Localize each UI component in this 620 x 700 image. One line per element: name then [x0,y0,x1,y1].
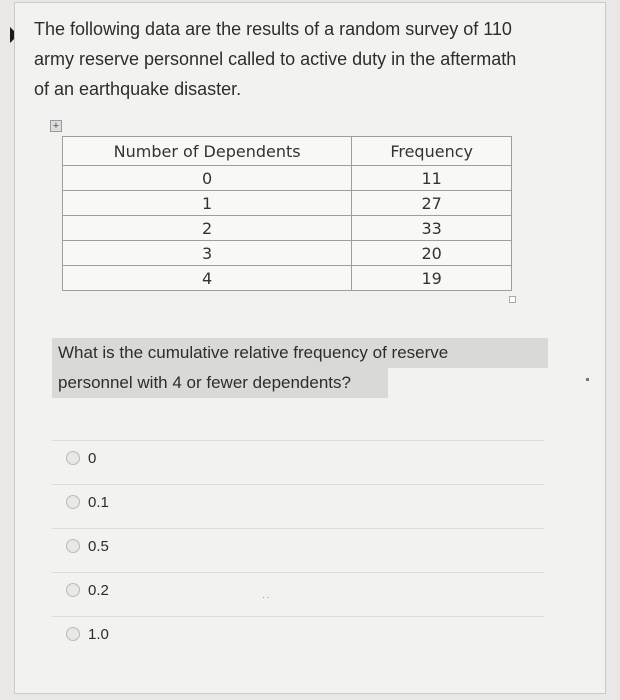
radio-button-icon[interactable] [66,539,80,553]
frequency-cell: 20 [352,241,512,266]
option-label: 0.1 [88,493,109,511]
table-row [63,166,512,191]
answer-option-1[interactable] [52,484,544,519]
option-label: 0.5 [88,537,109,555]
column-header-frequency: Frequency [352,137,512,166]
answer-option-0[interactable] [52,440,544,475]
frequency-cell: 19 [352,266,512,291]
question-line-1: What is the cumulative relative frequency of reserve [52,338,548,368]
dependents-cell: 4 [63,266,352,291]
dependents-frequency-table [62,136,512,291]
radio-button-icon[interactable] [66,451,80,465]
column-header-dependents: Number of Dependents [63,137,352,166]
answer-option-4[interactable] [52,616,544,651]
dependents-cell: 2 [63,216,352,241]
dependents-cell: 0 [63,166,352,191]
radio-button-icon[interactable] [66,495,80,509]
dependents-cell: 1 [63,191,352,216]
question-prompt [52,338,548,398]
table-header-row [63,137,512,166]
option-label: 0.2 [88,581,109,599]
question-line-2: personnel with 4 or fewer dependents? [52,368,388,398]
table-row [63,191,512,216]
radio-button-icon[interactable] [66,583,80,597]
table-resize-handle[interactable] [509,296,516,303]
table-move-handle-icon[interactable]: + [50,120,62,132]
option-label: 1.0 [88,625,109,643]
radio-button-icon[interactable] [66,627,80,641]
option-label: 0 [88,449,97,467]
frequency-cell: 11 [352,166,512,191]
table-row [63,241,512,266]
frequency-cell: 27 [352,191,512,216]
table-row [63,216,512,241]
frequency-cell: 33 [352,216,512,241]
table-row [63,266,512,291]
answer-option-2[interactable] [52,528,544,563]
answer-option-3[interactable] [52,572,544,607]
dependents-cell: 3 [63,241,352,266]
edge-marker [586,378,589,381]
intro-text: The following data are the results of a random survey of 110 army reserve personnel called to active duty in the aftermath of an earthquake disaster. [34,19,517,99]
ellipsis-marker: ·· [262,592,271,603]
